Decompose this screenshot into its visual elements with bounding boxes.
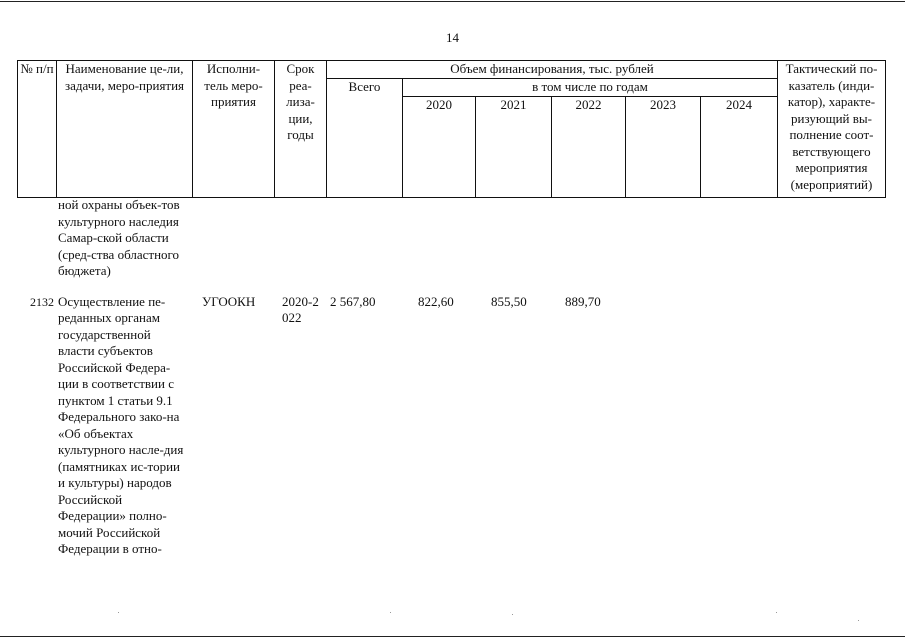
row-no: 2132 <box>30 294 54 309</box>
header-funding: Объем финансирования, тыс. рублей <box>327 61 778 79</box>
bottom-border-line <box>0 636 905 637</box>
header-indicator: Тактический по-казатель (инди-катор), характе-ризующий вы-полнение соот-ветствующего мероприятия (мероприятий) <box>778 61 886 198</box>
header-no: № п/п <box>18 61 57 198</box>
header-term: Срок реа-лиза-ции, годы <box>275 61 327 198</box>
row-term: 2020-2022 <box>282 293 319 325</box>
header-year-2024: 2024 <box>701 96 778 197</box>
row-2022 <box>551 197 625 294</box>
row-2022: 889,70 <box>565 293 601 309</box>
table-body <box>17 197 885 558</box>
row-name: ной охраны объек-тов культурного наследия Самар-ской области (сред-ства областного бюджета) <box>58 197 180 278</box>
row-no <box>17 197 56 294</box>
scan-speck <box>858 620 859 621</box>
table-header <box>17 60 886 198</box>
row-name: Осуществление пе-реданных органам государственной власти субъектов Российской Федера-ции в соответствии с пунктом 1 статьи 9.1 Федерального зако-на «Об объектах культурного насле-дия (памятниках ис-тории и культуры) народов Российской Федерации» полно-мочий Российской Федерации в отно- <box>58 293 184 556</box>
scan-speck <box>390 612 391 613</box>
top-border-line <box>0 1 905 2</box>
scan-speck <box>776 612 777 613</box>
row-executor: УГООКН <box>202 293 256 309</box>
row-indicator <box>777 294 885 558</box>
row-2024 <box>700 197 777 294</box>
header-by-years: в том числе по годам <box>403 78 778 96</box>
header-year-2022: 2022 <box>552 96 626 197</box>
header-year-2020: 2020 <box>403 96 476 197</box>
header-total: Всего <box>327 78 403 197</box>
header-name: Наименование це-ли, задачи, меро-приятия <box>57 61 193 198</box>
row-2020: 822,60 <box>418 293 454 309</box>
row-2021: 855,50 <box>491 293 527 309</box>
row-total: 2 567,80 <box>330 293 376 309</box>
header-year-2023: 2023 <box>626 96 701 197</box>
row-2023 <box>625 294 700 558</box>
row-2020 <box>402 197 475 294</box>
row-term <box>274 197 326 294</box>
row-executor <box>192 197 274 294</box>
header-executor: Исполни-тель меро-приятия <box>193 61 275 198</box>
row-2024 <box>700 294 777 558</box>
row-total <box>326 197 402 294</box>
header-year-2021: 2021 <box>476 96 552 197</box>
table-row <box>17 294 885 558</box>
row-2021 <box>475 197 551 294</box>
scan-speck <box>118 612 119 613</box>
row-2023 <box>625 197 700 294</box>
table-row <box>17 197 885 294</box>
page-number: 14 <box>446 30 459 45</box>
row-indicator <box>777 197 885 294</box>
scan-speck <box>512 614 513 615</box>
